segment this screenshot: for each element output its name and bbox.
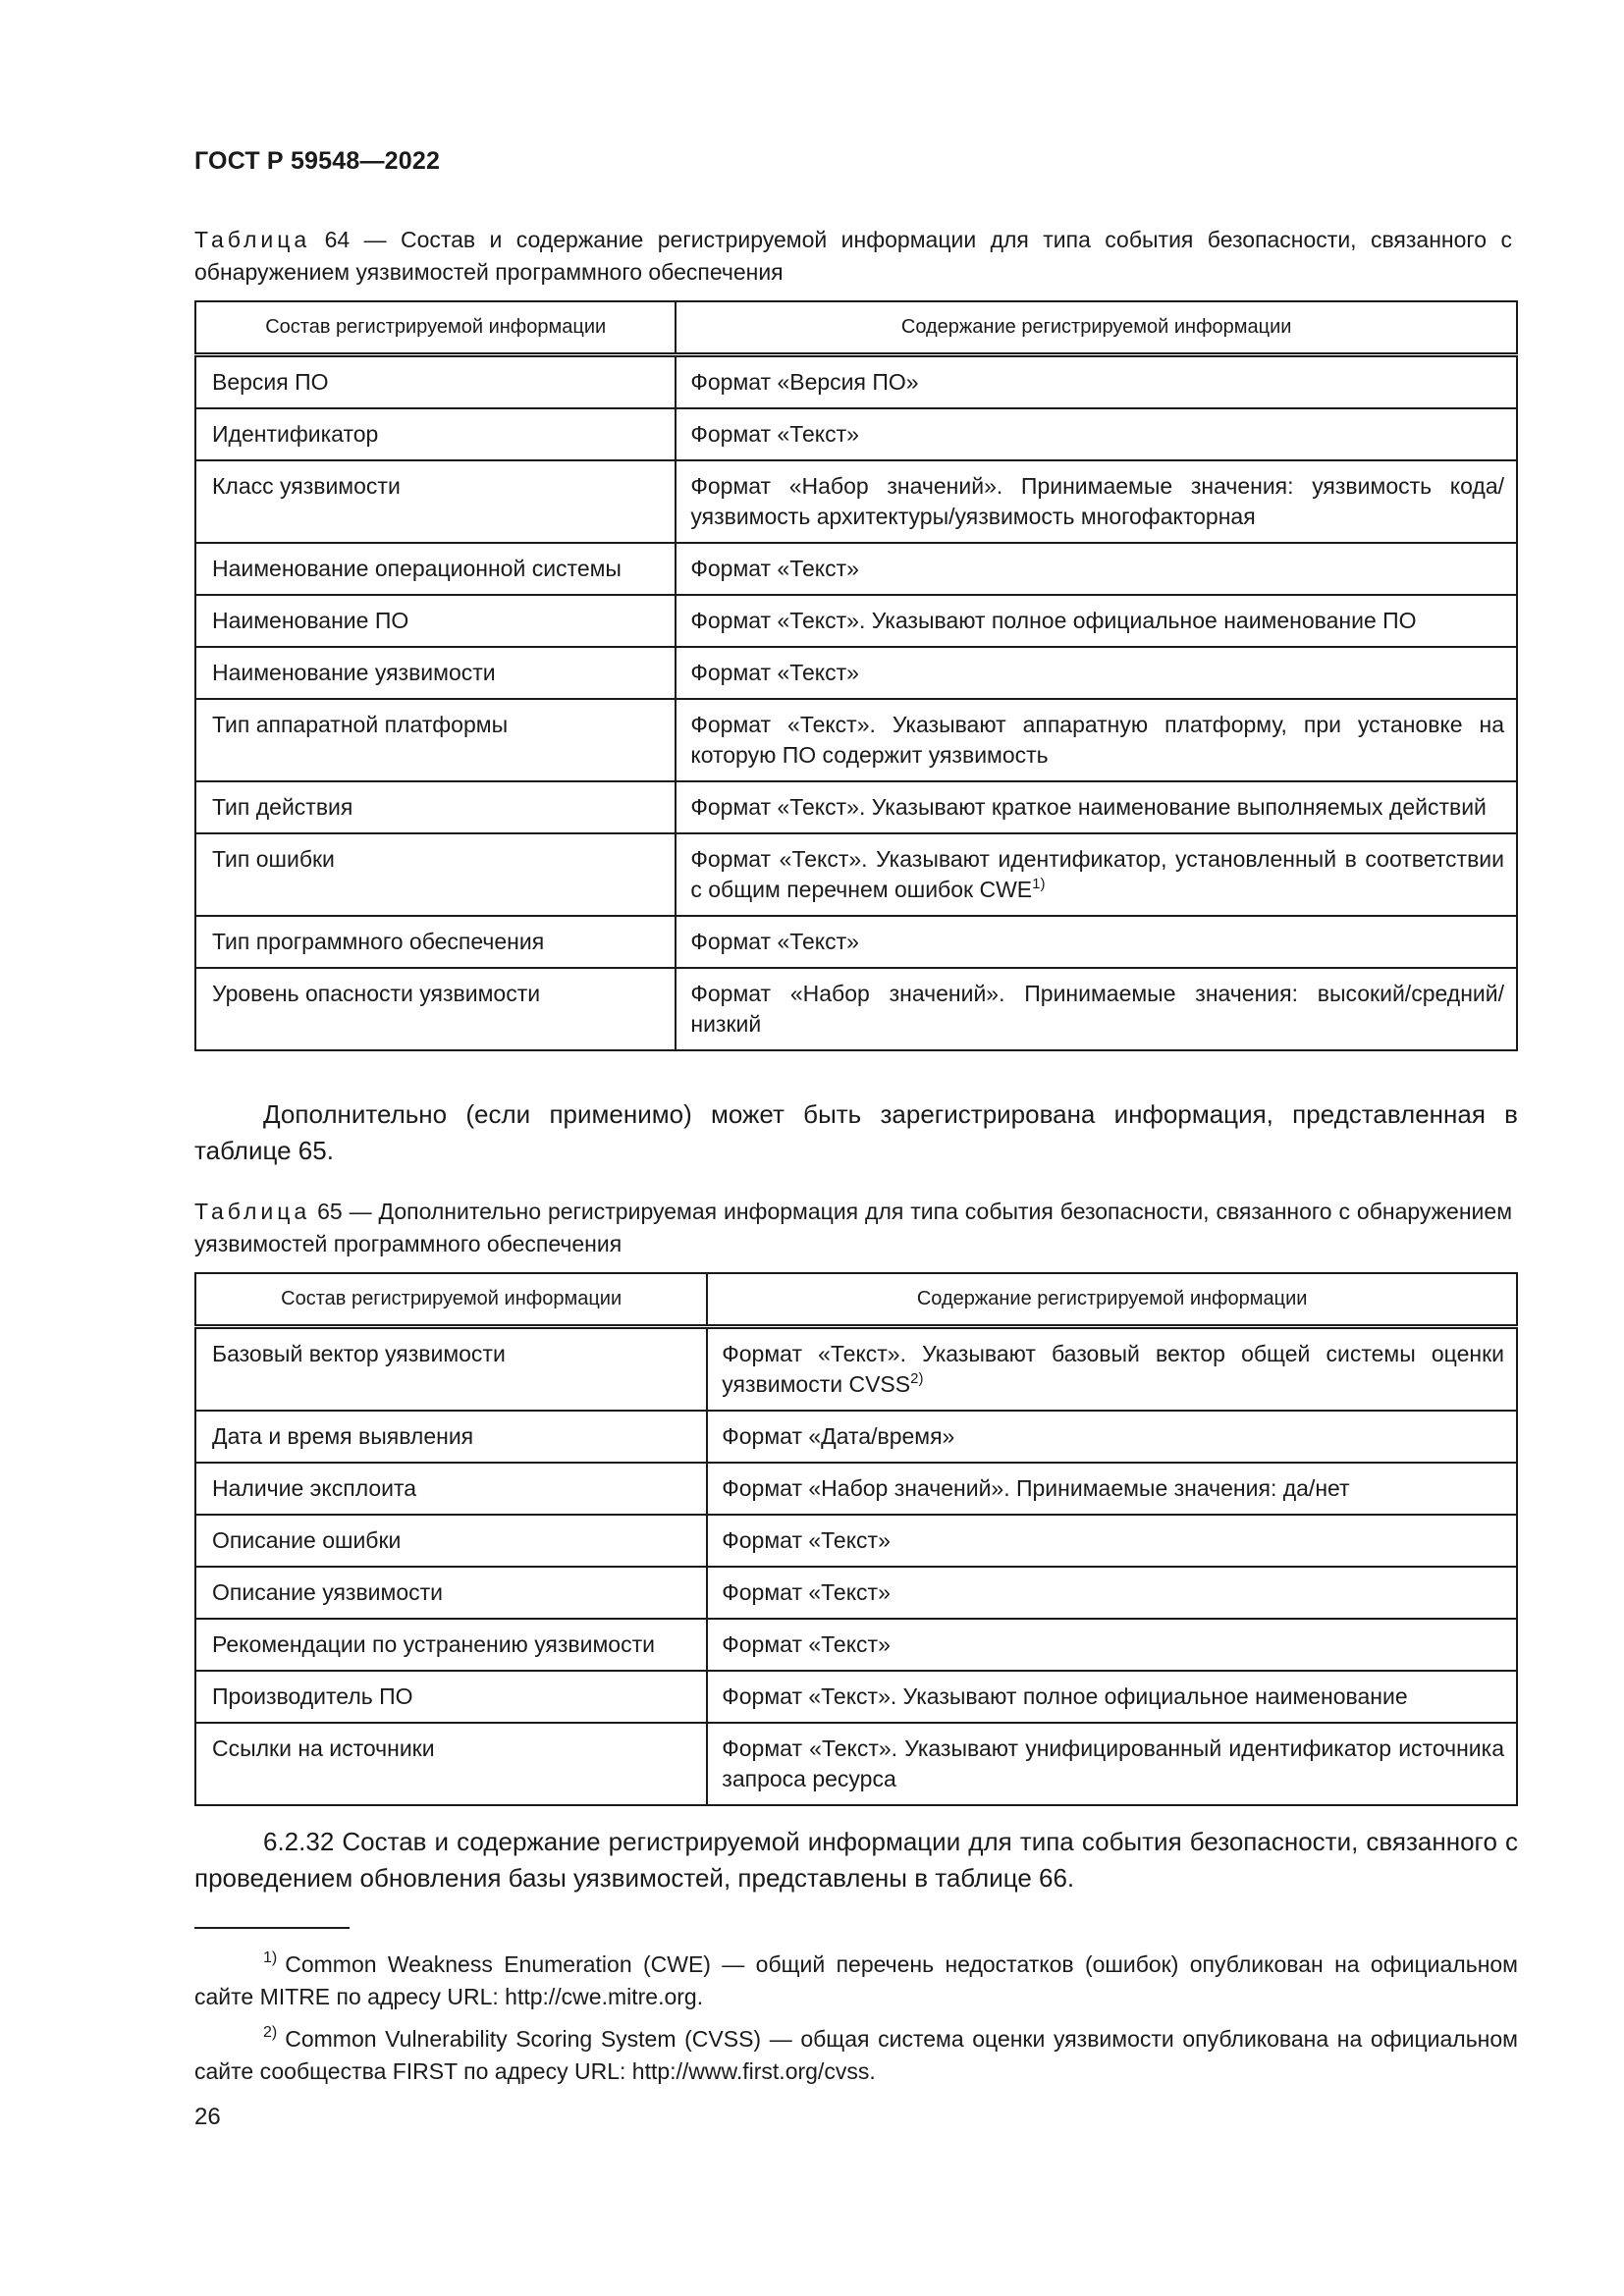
document-header: ГОСТ Р 59548—2022 — [194, 147, 441, 175]
table-row — [195, 355, 1517, 409]
footnote-text: Common Vulnerability Scoring System (CVSS) — общая система оценки уязвимости опубликована на официальном сайте сообщества FIRST по адресу URL: http://www.first.org/cvss. — [194, 2026, 1518, 2084]
row-label: Тип аппаратной платформы — [195, 699, 676, 781]
row-content-text: Формат «Текст». Указывают идентификатор, установленный в соответствии с общим перечнем ошибок CWE — [690, 846, 1504, 902]
row-content: Формат «Текст» — [676, 408, 1517, 460]
footnote-mark: 1) — [263, 1949, 278, 1966]
row-content: Формат «Текст» — [676, 543, 1517, 595]
footnote-ref-1[interactable]: 1) — [1032, 876, 1046, 892]
row-label: Версия ПО — [195, 355, 676, 409]
row-content: Формат «Текст» — [676, 916, 1517, 968]
paragraph-6-2-32: 6.2.32 Состав и содержание регистрируемой информации для типа события безопасности, связанного с проведением обновления базы уязвимостей, представлены в таблице 66. — [194, 1827, 1518, 1893]
table-row — [195, 1567, 1517, 1619]
row-label: Тип действия — [195, 781, 676, 833]
table-row — [195, 595, 1517, 647]
row-content: Формат «Набор значений». Принимаемые значения: высокий/средний/низкий — [676, 968, 1517, 1050]
table-row — [195, 1327, 1517, 1412]
row-label: Рекомендации по устранению уязвимости — [195, 1619, 707, 1671]
row-content — [676, 833, 1517, 916]
row-label: Тип программного обеспечения — [195, 916, 676, 968]
table-64-col1-header: Состав регистрируемой информации — [195, 301, 676, 355]
paragraph-additional-info: Дополнительно (если применимо) может быть зарегистрирована информация, представленная в таблице 65. — [194, 1099, 1518, 1165]
row-content: Формат «Текст» — [707, 1619, 1517, 1671]
table-65-caption — [194, 1196, 1512, 1260]
table-row — [195, 1619, 1517, 1671]
table-row — [195, 647, 1517, 699]
footnote-ref-2[interactable]: 2) — [910, 1370, 924, 1387]
table-row — [195, 1463, 1517, 1515]
row-content: Формат «Набор значений». Принимаемые значения: да/нет — [707, 1463, 1517, 1515]
table-row — [195, 543, 1517, 595]
table-65-col2-header: Содержание регистрируемой информации — [707, 1273, 1517, 1327]
row-label: Наименование уязвимости — [195, 647, 676, 699]
row-content: Формат «Текст». Указывают аппаратную платформу, при установке на которую ПО содержит уязвимость — [676, 699, 1517, 781]
row-label: Производитель ПО — [195, 1671, 707, 1723]
row-label: Описание ошибки — [195, 1515, 707, 1567]
row-content — [707, 1327, 1517, 1412]
footnote-separator — [194, 1927, 350, 1929]
row-label: Тип ошибки — [195, 833, 676, 916]
table-row — [195, 781, 1517, 833]
table-row — [195, 1515, 1517, 1567]
row-label: Класс уязвимости — [195, 460, 676, 543]
table-64-caption-label: Таблица — [194, 227, 311, 252]
row-content: Формат «Текст». Указывают полное официальное наименование ПО — [676, 595, 1517, 647]
table-64-caption-text: 64 — Состав и содержание регистрируемой информации для типа события безопасности, связанного с обнаружением уязвимостей программного обеспечения — [194, 227, 1512, 285]
table-64-caption — [194, 224, 1512, 289]
row-content: Формат «Текст». Указывают полное официальное наименование — [707, 1671, 1517, 1723]
footnote-1 — [194, 1949, 1518, 2013]
row-label: Описание уязвимости — [195, 1567, 707, 1619]
row-content: Формат «Текст» — [707, 1567, 1517, 1619]
footnote-text: Common Weakness Enumeration (CWE) — общий перечень недостатков (ошибок) опубликован на официальном сайте MITRE по адресу URL: http://cwe.mitre.org. — [194, 1951, 1518, 2009]
table-65-col1-header: Состав регистрируемой информации — [195, 1273, 707, 1327]
row-content: Формат «Набор значений». Принимаемые значения: уязвимость кода/уязвимость архитектуры/уязвимость многофакторная — [676, 460, 1517, 543]
table-row — [195, 916, 1517, 968]
table-65-caption-label: Таблица — [194, 1199, 311, 1224]
row-label: Базовый вектор уязвимости — [195, 1327, 707, 1412]
row-content: Формат «Текст». Указывают краткое наименование выполняемых действий — [676, 781, 1517, 833]
row-label: Наименование операционной системы — [195, 543, 676, 595]
table-row — [195, 968, 1517, 1050]
table-65-caption-text: 65 — Дополнительно регистрируемая информация для типа события безопасности, связанного с обнаружением уязвимостей программного обеспечения — [194, 1199, 1512, 1256]
table-row — [195, 1671, 1517, 1723]
table-65-header-row — [195, 1273, 1517, 1327]
row-content-text: Формат «Текст». Указывают базовый вектор общей системы оценки уязвимости CVSS — [722, 1341, 1504, 1397]
row-label: Наличие эксплоита — [195, 1463, 707, 1515]
row-content: Формат «Текст» — [707, 1515, 1517, 1567]
page-number: 26 — [194, 2104, 221, 2130]
table-row — [195, 699, 1517, 781]
table-row — [195, 408, 1517, 460]
row-label: Уровень опасности уязвимости — [195, 968, 676, 1050]
table-65 — [194, 1272, 1518, 1806]
footnote-2 — [194, 2023, 1518, 2088]
row-label: Дата и время выявления — [195, 1411, 707, 1463]
row-content: Формат «Версия ПО» — [676, 355, 1517, 409]
table-64-header-row — [195, 301, 1517, 355]
row-label: Ссылки на источники — [195, 1723, 707, 1805]
table-64-col2-header: Содержание регистрируемой информации — [676, 301, 1517, 355]
table-row — [195, 1411, 1517, 1463]
row-label: Наименование ПО — [195, 595, 676, 647]
row-content: Формат «Текст». Указывают унифицированный идентификатор источника запроса ресурса — [707, 1723, 1517, 1805]
table-64 — [194, 300, 1518, 1051]
row-content: Формат «Текст» — [676, 647, 1517, 699]
table-row — [195, 1723, 1517, 1805]
row-content: Формат «Дата/время» — [707, 1411, 1517, 1463]
table-row — [195, 833, 1517, 916]
footnote-mark: 2) — [263, 2024, 278, 2041]
table-row — [195, 460, 1517, 543]
row-label: Идентификатор — [195, 408, 676, 460]
